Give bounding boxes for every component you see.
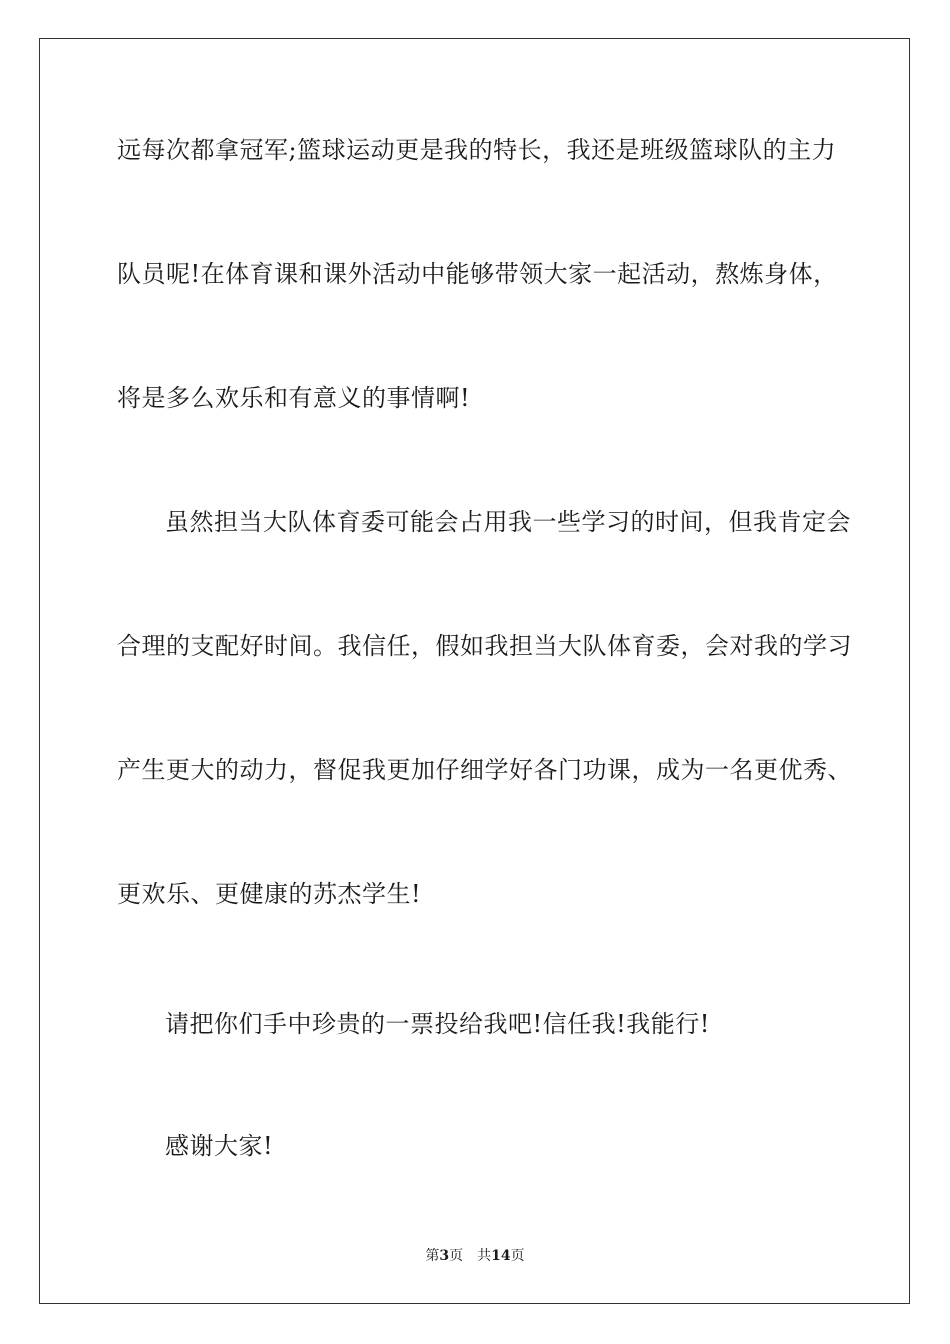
paragraph-line: 产生更大的动力，督促我更加仔细学好各门功课，成为一名更优秀、 (117, 756, 852, 784)
paragraph-line: 远每次都拿冠军;篮球运动更是我的特长，我还是班级篮球队的主力 (117, 136, 837, 164)
page-prefix: 第 (425, 1248, 440, 1264)
paragraph-line: 更欢乐、更健康的苏杰学生! (117, 880, 422, 908)
total-pages: 14 (491, 1248, 511, 1264)
page-border (39, 38, 910, 1304)
paragraph-line: 将是多么欢乐和有意义的事情啊! (117, 384, 471, 412)
total-prefix: 共 (477, 1248, 492, 1264)
page-number: 3 (439, 1248, 450, 1264)
page-footer (0, 1246, 950, 1266)
paragraph-line: 合理的支配好时间。我信任，假如我担当大队体育委，会对我的学习 (117, 632, 852, 660)
paragraph-line: 感谢大家! (165, 1132, 274, 1160)
paragraph-line: 请把你们手中珍贵的一票投给我吧!信任我!我能行! (165, 1010, 710, 1038)
paragraph-line: 队员呢!在体育课和课外活动中能够带领大家一起活动，熬炼身体， (117, 260, 838, 288)
total-suffix: 页 (510, 1248, 525, 1264)
page-suffix: 页 (449, 1248, 464, 1264)
paragraph-line: 虽然担当大队体育委可能会占用我一些学习的时间，但我肯定会 (165, 508, 851, 536)
